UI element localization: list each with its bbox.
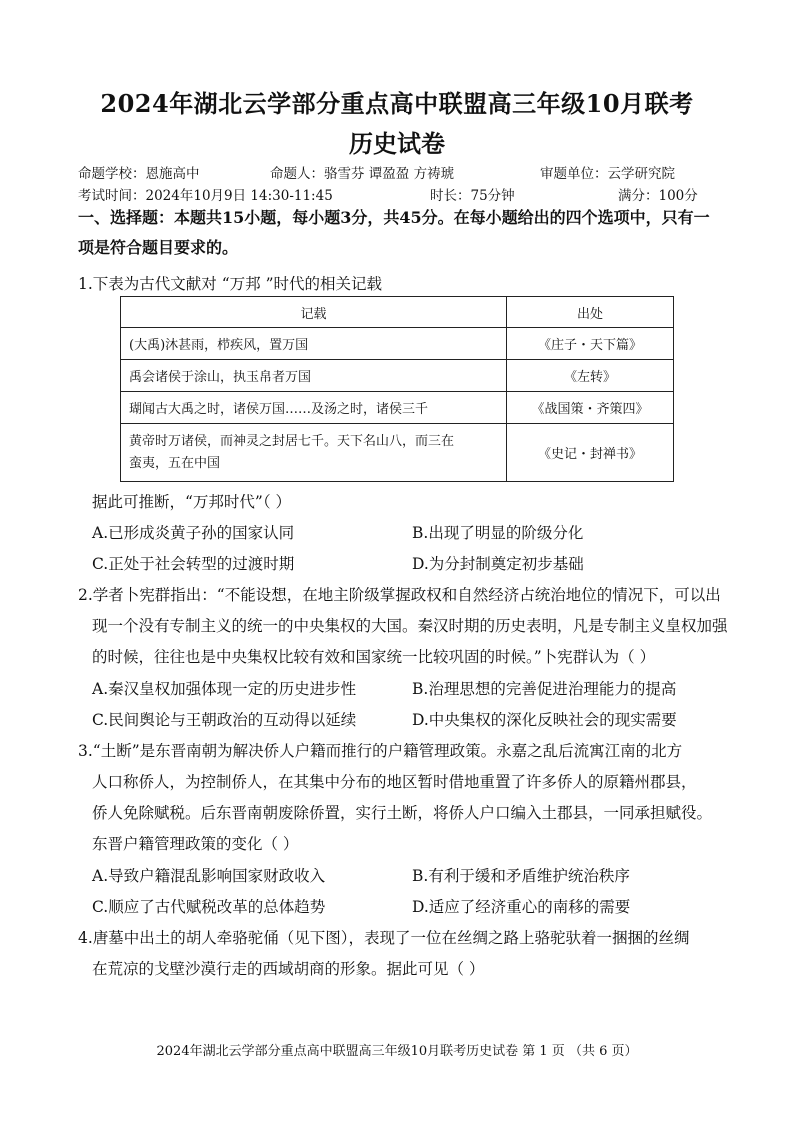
table-cell-source: 《史记・封禅书》	[507, 424, 674, 482]
q1-question: 据此可推断，“万邦时代”（ ）	[92, 493, 292, 511]
table-row	[121, 424, 674, 482]
table-row	[121, 392, 674, 424]
q3-option-a[interactable]: A.导致户籍混乱影响国家财政收入	[92, 867, 326, 885]
q1-option-d[interactable]: D.为分封制奠定初步基础	[412, 555, 584, 573]
q3-option-d[interactable]: D.适应了经济重心的南移的需要	[412, 898, 631, 916]
q2-stem-line-2: 现一个没有专制主义的统一的中央集权的大国。秦汉时期的历史表明，凡是专制主义皇权加强	[92, 617, 728, 635]
table-cell-source: 《庄子・天下篇》	[507, 328, 674, 360]
q1-option-c[interactable]: C.正处于社会转型的过渡时期	[92, 555, 295, 573]
table-cell-record-line-1: 黄帝时万诸侯，而神灵之封居七千。天下名山八，而三在	[129, 433, 455, 449]
school-info: 命题学校：恩施高中	[78, 166, 200, 182]
q3-stem-line-2: 人口称侨人，为控制侨人，在其集中分布的地区暂时借地重置了许多侨人的原籍州郡县，	[92, 773, 697, 791]
q4-stem-line-2: 在荒凉的戈壁沙漠行走的西域胡商的形象。据此可见（ ）	[92, 960, 485, 978]
full-score-info: 满分：100分	[618, 188, 698, 204]
q2-option-c[interactable]: C.民间舆论与王朝政治的互动得以延续	[92, 711, 357, 729]
page-footer: 2024年湖北云学部分重点高中联盟高三年级10月联考历史试卷 第 1 页 （共 6 页）	[156, 1044, 638, 1059]
q3-stem-line-3: 侨人免除赋税。后东晋南朝废除侨置，实行土断，将侨人户口编入土郡县，一同承担赋役。	[92, 804, 713, 822]
section-instructions	[78, 203, 722, 263]
q3-stem-line-1: 3.“土断”是东晋南朝为解决侨人户籍而推行的户籍管理政策。永嘉之乱后流寓江南的北方	[78, 742, 683, 760]
exam-subtitle: 历史试卷	[349, 129, 445, 158]
section-instruction-line-2: 项是符合题目要求的。	[78, 238, 239, 257]
table-row	[121, 360, 674, 392]
q2-stem-line-3: 的时候，往往也是中央集权比较有效和国家统一比较巩固的时候。”卜宪群认为（ ）	[92, 648, 656, 666]
table-cell-record	[121, 424, 507, 482]
reviewer-info: 审题单位：云学研究院	[540, 166, 675, 182]
table-cell-record: 瑚闻古大禹之时，诸侯万国……及汤之时，诸侯三千	[121, 392, 507, 424]
q3-option-c[interactable]: C.顺应了古代赋税改革的总体趋势	[92, 898, 326, 916]
table-cell-source: 《战国策・齐策四》	[507, 392, 674, 424]
table-cell-record-line-2: 蛮夷，五在中国	[129, 455, 221, 471]
q1-option-a[interactable]: A.已形成炎黄子孙的国家认同	[92, 524, 295, 542]
q1-records-table	[120, 296, 674, 482]
exam-time-info: 考试时间：2024年10月9日 14:30-11:45	[78, 188, 333, 204]
q2-option-a[interactable]: A.秦汉皇权加强体现一定的历史进步性	[92, 680, 357, 698]
table-cell-source: 《左转》	[507, 360, 674, 392]
q1-stem: 1.下表为古代文献对 “万邦 ”时代的相关记载	[78, 275, 382, 293]
table-row	[121, 328, 674, 360]
q3-stem-line-4: 东晋户籍管理政策的变化（ ）	[92, 835, 299, 853]
q2-option-b[interactable]: B.治理思想的完善促进治理能力的提高	[412, 680, 677, 698]
q2-stem-line-1: 2.学者卜宪群指出：“不能设想，在地主阶级掌握政权和自然经济占统治地位的情况下，可以出	[78, 586, 721, 604]
authors-info: 命题人：骆雪芬 谭盈盈 方祷琥	[270, 166, 455, 182]
table-header-record: 记载	[121, 297, 507, 328]
table-header-source: 出处	[507, 297, 674, 328]
q1-option-b[interactable]: B.出现了明显的阶级分化	[412, 524, 584, 542]
table-header-row	[121, 297, 674, 328]
exam-title: 2024年湖北云学部分重点高中联盟高三年级10月联考	[100, 89, 694, 118]
duration-info: 时长：75分钟	[430, 188, 515, 204]
section-instruction-line-1: 一、选择题：本题共15小题，每小题3分，共45分。在每小题给出的四个选项中，只有一	[78, 208, 710, 227]
q3-option-b[interactable]: B.有利于缓和矛盾维护统治秩序	[412, 867, 630, 885]
q4-stem-line-1: 4.唐墓中出土的胡人牵骆驼俑（见下图），表现了一位在丝绸之路上骆驼驮着一捆捆的丝绸	[78, 929, 690, 947]
table-cell-record: (大禹)沐甚雨，栉疾风，置万国	[121, 328, 507, 360]
table-cell-record: 禹会诸侯于涂山，执玉帛者万国	[121, 360, 507, 392]
q2-option-d[interactable]: D.中央集权的深化反映社会的现实需要	[412, 711, 677, 729]
